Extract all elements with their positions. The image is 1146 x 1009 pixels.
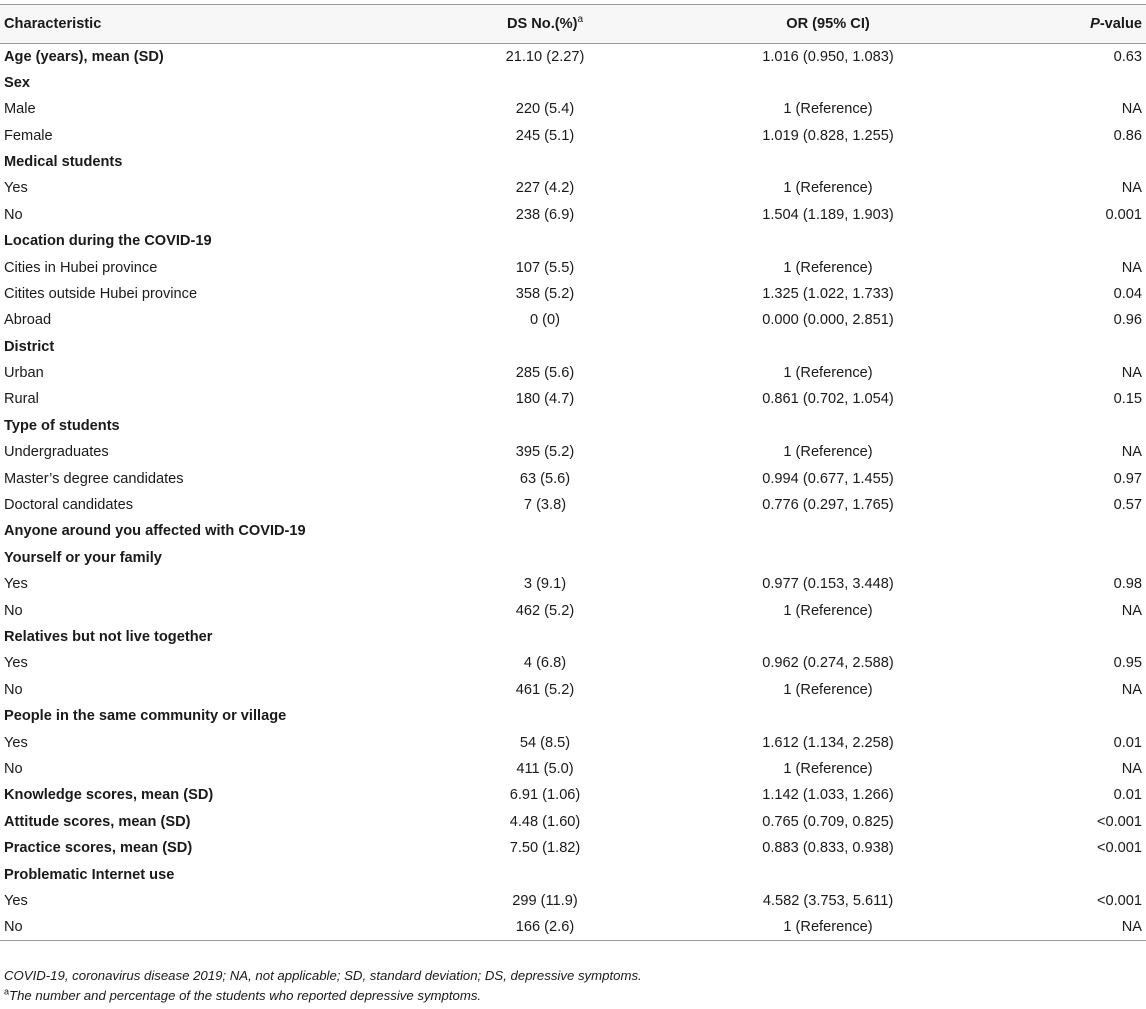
- cell-ds: 6.91 (1.06): [509, 787, 581, 804]
- cell-or: 1 (Reference): [783, 681, 873, 698]
- table-row: [0, 545, 1146, 571]
- cell-characteristic: No: [4, 602, 23, 619]
- cell-p-value: NA: [1121, 101, 1142, 118]
- cell-p-value: 0.15: [1113, 391, 1142, 408]
- header-ds-label: DS No.(%): [506, 16, 578, 32]
- cell-or: 0.000 (0.000, 2.851): [762, 312, 894, 329]
- cell-characteristic: Location during the COVID-19: [4, 233, 212, 250]
- cell-or: 1.142 (1.033, 1.266): [762, 787, 894, 804]
- cell-p-value: 0.97: [1113, 470, 1142, 487]
- header-ds-footnote-marker: a: [577, 14, 584, 26]
- cell-characteristic: Attitude scores, mean (SD): [4, 813, 191, 830]
- cell-characteristic: Yes: [4, 576, 28, 593]
- cell-or: 1.612 (1.134, 2.258): [762, 734, 894, 751]
- cell-characteristic: Sex: [4, 74, 30, 91]
- table-row: [0, 466, 1146, 492]
- cell-characteristic: No: [4, 206, 23, 223]
- cell-ds: 107 (5.5): [515, 259, 575, 276]
- header-p-value: [996, 5, 1146, 44]
- table-row: [0, 677, 1146, 703]
- table-row: [0, 835, 1146, 861]
- cell-p-value: NA: [1121, 760, 1142, 777]
- cell-or: [660, 228, 996, 254]
- header-characteristic: [0, 5, 430, 44]
- cell-characteristic: No: [4, 919, 23, 936]
- table-row: [0, 756, 1146, 782]
- cell-p-value: 0.63: [1113, 48, 1142, 65]
- cell-ds: 285 (5.6): [515, 365, 575, 382]
- cell-characteristic: Urban: [4, 365, 44, 382]
- cell-p-value: 0.01: [1113, 787, 1142, 804]
- cell-ds: 21.10 (2.27): [505, 48, 585, 65]
- table-row: [0, 439, 1146, 465]
- cell-ds: 3 (9.1): [523, 576, 567, 593]
- table-row: [0, 888, 1146, 914]
- cell-ds: 220 (5.4): [515, 101, 575, 118]
- table-row: [0, 281, 1146, 307]
- cell-ds: [430, 228, 660, 254]
- cell-characteristic: District: [4, 338, 55, 355]
- cell-characteristic: Undergraduates: [4, 444, 109, 461]
- cell-characteristic: Relatives but not live together: [4, 628, 213, 645]
- cell-characteristic: Knowledge scores, mean (SD): [4, 787, 214, 804]
- cell-p-value: NA: [1121, 180, 1142, 197]
- results-table: [0, 4, 1146, 941]
- table-row: [0, 782, 1146, 808]
- cell-or: 0.883 (0.833, 0.938): [762, 840, 894, 857]
- table-row: [0, 149, 1146, 175]
- cell-characteristic: Female: [4, 127, 53, 144]
- cell-ds: 227 (4.2): [515, 180, 575, 197]
- cell-p-value: <0.001: [1096, 892, 1142, 909]
- cell-ds: 238 (6.9): [515, 206, 575, 223]
- cell-or: 1.504 (1.189, 1.903): [762, 206, 894, 223]
- cell-or: 1.019 (0.828, 1.255): [762, 127, 894, 144]
- cell-or: [660, 545, 996, 571]
- cell-ds: 462 (5.2): [515, 602, 575, 619]
- cell-p-value: 0.01: [1113, 734, 1142, 751]
- cell-ds: 245 (5.1): [515, 127, 575, 144]
- cell-ds: 7 (3.8): [523, 497, 567, 514]
- cell-characteristic: Citites outside Hubei province: [4, 285, 198, 302]
- cell-or: 1 (Reference): [783, 602, 873, 619]
- cell-ds: 166 (2.6): [515, 919, 575, 936]
- cell-or: 0.962 (0.274, 2.588): [762, 655, 894, 672]
- cell-characteristic: Yourself or your family: [4, 549, 162, 566]
- cell-characteristic: No: [4, 681, 23, 698]
- table-row: [0, 44, 1146, 70]
- table-row: [0, 413, 1146, 439]
- cell-or: [660, 413, 996, 439]
- cell-p-value: 0.95: [1113, 655, 1142, 672]
- cell-characteristic: Practice scores, mean (SD): [4, 840, 193, 857]
- cell-ds: 411 (5.0): [516, 760, 574, 777]
- cell-ds: 461 (5.2): [515, 681, 575, 698]
- cell-ds: [430, 334, 660, 360]
- cell-characteristic: Yes: [4, 180, 28, 197]
- footnote-a-marker: a: [4, 986, 10, 997]
- cell-p-value: <0.001: [1096, 840, 1142, 857]
- cell-ds: 0 (0): [529, 312, 560, 329]
- table-row: [0, 624, 1146, 650]
- cell-ds: [430, 624, 660, 650]
- cell-p-value: [996, 545, 1146, 571]
- table-row: [0, 334, 1146, 360]
- cell-characteristic: Yes: [4, 892, 28, 909]
- cell-ds: [430, 862, 660, 888]
- cell-characteristic: Yes: [4, 734, 28, 751]
- table-header: [0, 5, 1146, 44]
- table-row: [0, 228, 1146, 254]
- cell-p-value: [996, 228, 1146, 254]
- cell-p-value: <0.001: [1096, 813, 1142, 830]
- cell-or: [660, 862, 996, 888]
- cell-characteristic: Type of students: [4, 417, 120, 434]
- cell-characteristic: Problematic Internet use: [4, 866, 175, 883]
- table-row: [0, 862, 1146, 888]
- table-footnotes: [4, 966, 642, 1006]
- cell-p-value: 0.96: [1113, 312, 1142, 329]
- footnote-abbreviations: COVID-19, coronavirus disease 2019; NA, not applicable; SD, standard deviation; DS, depressive symptoms.: [4, 968, 642, 983]
- header-or-label: OR (95% CI): [786, 16, 870, 32]
- cell-or: [660, 624, 996, 650]
- cell-or: [660, 334, 996, 360]
- cell-or: [660, 70, 996, 96]
- table-row: [0, 730, 1146, 756]
- cell-or: 0.765 (0.709, 0.825): [762, 813, 894, 830]
- cell-characteristic: Age (years), mean (SD): [4, 48, 164, 65]
- cell-characteristic: Yes: [4, 655, 28, 672]
- cell-characteristic: Male: [4, 101, 36, 118]
- cell-p-value: [996, 624, 1146, 650]
- cell-p-value: [996, 519, 1146, 545]
- cell-p-value: 0.04: [1113, 285, 1142, 302]
- cell-ds: 395 (5.2): [515, 444, 575, 461]
- cell-ds: 4.48 (1.60): [509, 813, 581, 830]
- cell-ds: 7.50 (1.82): [509, 840, 581, 857]
- table-row: [0, 255, 1146, 281]
- cell-or: 1.016 (0.950, 1.083): [762, 48, 894, 65]
- cell-ds: 54 (8.5): [519, 734, 571, 751]
- cell-p-value: [996, 70, 1146, 96]
- table-row: [0, 175, 1146, 201]
- cell-or: 0.994 (0.677, 1.455): [762, 470, 894, 487]
- table-row: [0, 703, 1146, 729]
- cell-ds: 63 (5.6): [519, 470, 571, 487]
- footnote-a: [4, 986, 642, 1006]
- table-row: [0, 70, 1146, 96]
- cell-ds: [430, 519, 660, 545]
- header-p-rest: -value: [1099, 16, 1142, 32]
- table-row: [0, 492, 1146, 518]
- cell-or: 0.861 (0.702, 1.054): [762, 391, 894, 408]
- cell-p-value: NA: [1121, 365, 1142, 382]
- table-row: [0, 571, 1146, 597]
- cell-ds: 4 (6.8): [523, 655, 567, 672]
- cell-or: [660, 703, 996, 729]
- cell-characteristic: Master’s degree candidates: [4, 470, 184, 487]
- table-row: [0, 360, 1146, 386]
- cell-p-value: NA: [1121, 919, 1142, 936]
- cell-ds: [430, 413, 660, 439]
- cell-or: 1 (Reference): [783, 444, 873, 461]
- cell-characteristic: Medical students: [4, 153, 123, 170]
- header-or: [660, 5, 996, 44]
- cell-p-value: 0.001: [1105, 206, 1142, 223]
- cell-ds: 358 (5.2): [515, 285, 575, 302]
- cell-or: 0.776 (0.297, 1.765): [762, 497, 894, 514]
- table-row: [0, 914, 1146, 940]
- cell-characteristic: No: [4, 760, 23, 777]
- table-row: [0, 202, 1146, 228]
- cell-p-value: 0.98: [1113, 576, 1142, 593]
- cell-p-value: NA: [1121, 444, 1142, 461]
- table-row: [0, 650, 1146, 676]
- cell-or: 1 (Reference): [783, 919, 873, 936]
- cell-p-value: [996, 862, 1146, 888]
- header-p-italic: P: [1090, 16, 1100, 32]
- cell-ds: 299 (11.9): [512, 892, 578, 909]
- cell-or: 1.325 (1.022, 1.733): [762, 285, 894, 302]
- table-row: [0, 598, 1146, 624]
- header-characteristic-label: Characteristic: [4, 16, 102, 32]
- cell-p-value: [996, 413, 1146, 439]
- table-row: [0, 123, 1146, 149]
- cell-ds: 180 (4.7): [515, 391, 575, 408]
- cell-characteristic: Abroad: [4, 312, 52, 329]
- cell-or: 1 (Reference): [783, 180, 873, 197]
- table-row: [0, 307, 1146, 333]
- table-row: [0, 387, 1146, 413]
- cell-p-value: [996, 149, 1146, 175]
- cell-characteristic: Rural: [4, 391, 39, 408]
- table-row: [0, 809, 1146, 835]
- table-row: [0, 96, 1146, 122]
- cell-p-value: NA: [1121, 681, 1142, 698]
- cell-p-value: [996, 334, 1146, 360]
- cell-or: [660, 149, 996, 175]
- cell-or: 1 (Reference): [783, 259, 873, 276]
- cell-or: 0.977 (0.153, 3.448): [762, 576, 894, 593]
- cell-or: 1 (Reference): [783, 760, 873, 777]
- cell-ds: [430, 703, 660, 729]
- cell-p-value: 0.86: [1113, 127, 1142, 144]
- cell-or: [660, 519, 996, 545]
- cell-characteristic: People in the same community or village: [4, 708, 287, 725]
- cell-p-value: 0.57: [1113, 497, 1142, 514]
- table-body: [0, 44, 1146, 941]
- cell-characteristic: Doctoral candidates: [4, 497, 133, 514]
- cell-characteristic: Anyone around you affected with COVID-19: [4, 523, 306, 540]
- header-ds: [430, 5, 660, 44]
- cell-ds: [430, 70, 660, 96]
- table-row: [0, 519, 1146, 545]
- footnote-a-text: The number and percentage of the students who reported depressive symptoms.: [9, 988, 482, 1003]
- cell-p-value: [996, 703, 1146, 729]
- cell-p-value: NA: [1121, 259, 1142, 276]
- cell-ds: [430, 545, 660, 571]
- header-row: [0, 5, 1146, 44]
- cell-or: 1 (Reference): [783, 365, 873, 382]
- cell-p-value: NA: [1121, 602, 1142, 619]
- cell-characteristic: Cities in Hubei province: [4, 259, 158, 276]
- cell-ds: [430, 149, 660, 175]
- cell-or: 4.582 (3.753, 5.611): [762, 892, 894, 909]
- cell-or: 1 (Reference): [783, 101, 873, 118]
